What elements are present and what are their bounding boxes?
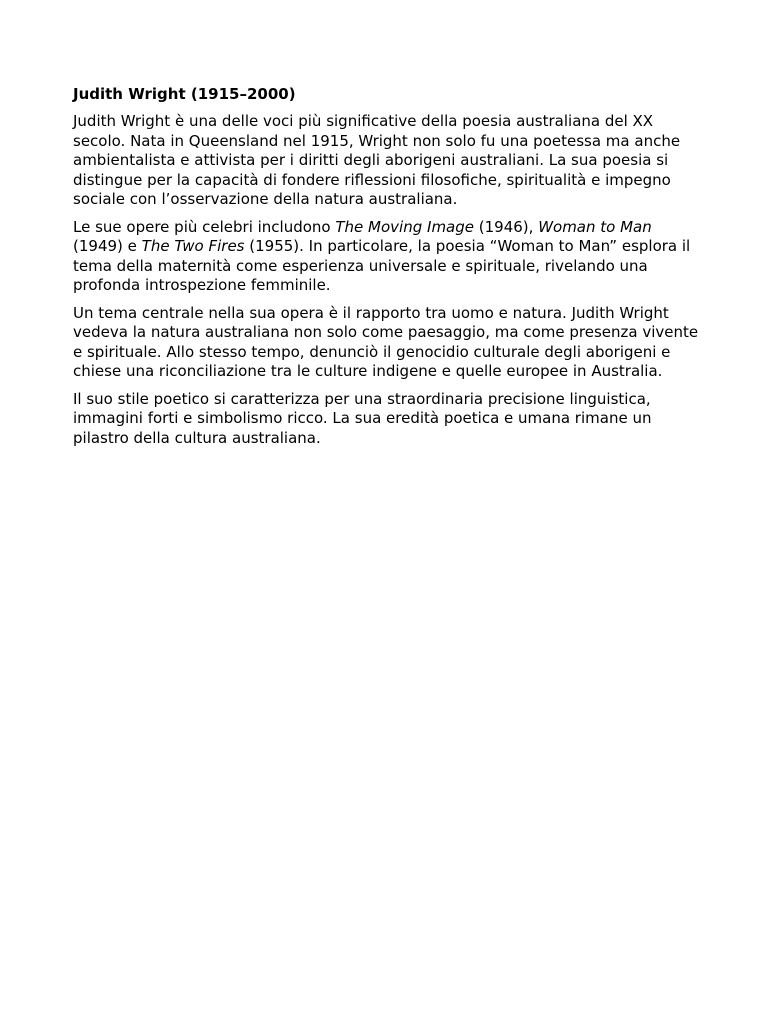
- document-page: [73, 84, 703, 456]
- paragraph-works: [73, 218, 703, 296]
- works-text-3: (1949) e: [73, 237, 142, 255]
- paragraph-intro: Judith Wright è una delle voci più significative della poesia australiana del XX secolo. Nata in Queensland nel 1915, Wright non solo fu una poetessa ma anche ambientalista e attivista per i diritti degli aborigeni australiani. La sua poesia si distingue per la capacità di fondere riflessioni filosofiche, spiritualità e impegno sociale con l’osservazione della natura australiana.: [73, 112, 681, 208]
- work-title-moving-image: The Moving Image: [335, 217, 474, 236]
- document-title: Judith Wright (1915–2000): [73, 85, 296, 103]
- paragraph-nature: Un tema centrale nella sua opera è il rapporto tra uomo e natura. Judith Wright vedeva la natura australiana non solo come paesaggio, ma come presenza vivente e spirituale. Allo stesso tempo, denunciò il genocidio culturale degli aborigeni e chiese una riconciliazione tra le culture indigene e quelle europee in Australia.: [73, 303, 699, 380]
- paragraph-style: Il suo stile poetico si caratterizza per una straordinaria precisione linguistica, immagini forti e simbolismo ricco. La sua eredità poetica e umana rimane un pilastro della cultura australiana.: [73, 389, 652, 447]
- work-title-two-fires: The Two Fires: [141, 237, 245, 255]
- works-text-2: (1946),: [474, 217, 539, 236]
- works-text-1: Le sue opere più celebri includono: [73, 217, 336, 236]
- works-text-4: (1955). In particolare, la poesia “Woman to Man” esplora il tema della maternità come esperienza universale e spirituale, rivelando una profonda introspezione femminile.: [73, 237, 691, 294]
- work-title-woman-to-man: Woman to Man: [538, 217, 652, 236]
